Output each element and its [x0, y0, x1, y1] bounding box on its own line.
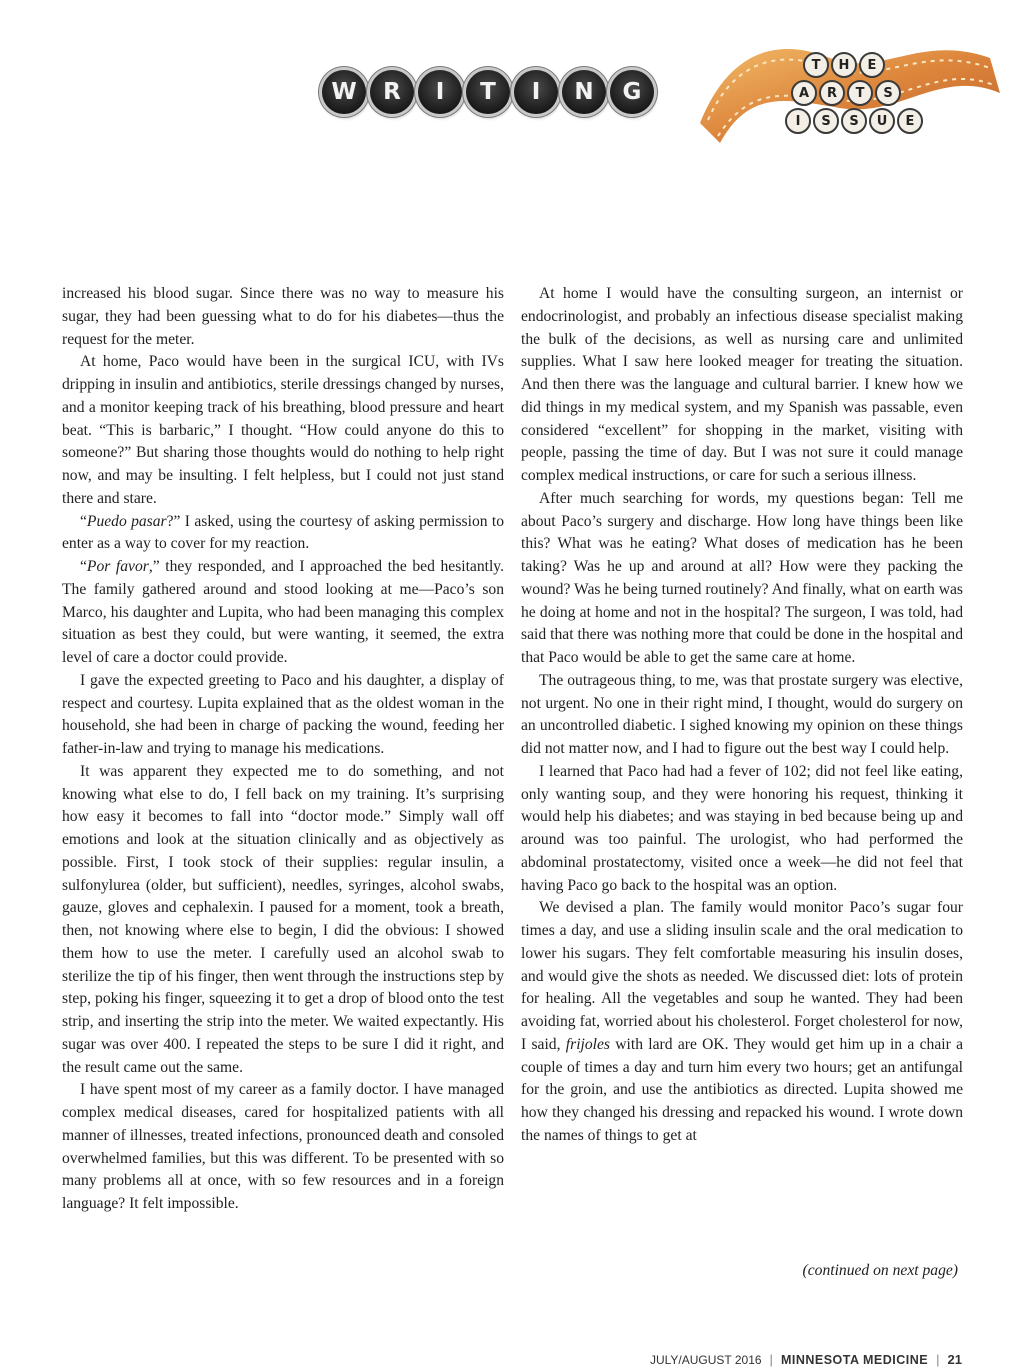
paragraph-text: increased his blood sugar. Since there was no way to measure his sugar, they had been guessing what to do for his diabetes—thus the request for the meter. — [62, 285, 504, 348]
magazine-name: MINNESOTA MEDICINE — [780, 1352, 929, 1367]
page-number: 21 — [947, 1352, 962, 1367]
typewriter-key: R — [370, 70, 414, 114]
paragraph — [62, 283, 504, 351]
paragraph — [521, 670, 963, 761]
typewriter-key: I — [418, 70, 462, 114]
paragraph — [62, 556, 504, 670]
small-typewriter-key: S — [875, 80, 901, 106]
paragraph-text: It was apparent they expected me to do something, and not knowing what else to do, I fell back on my training. It’s surprising how easy it becomes to fall into “doctor mode.” Simply wall off emotions and look at the situation clinically and as objectively as possible. First, I took stock of their supplies: regular insulin, a sulfonylurea (older, but sufficient), needles, syringes, alcohol swabs, gauze, gloves and cephalexin. I paused for a moment, took a breath, then, not knowing where else to begin, I did the obvious: I showed them how to use the meter. I carefully used an alcohol swab to sterilize the tip of his finger, then went through the instructions step by step, poking his finger, squeezing it to get a drop of blood onto the test strip, and inserting the strip into the meter. We waited expectantly. His sugar was over 400. I repeated the steps to be sure I did it right, and the result came out the same. — [62, 762, 504, 1076]
arts-issue-row — [803, 52, 923, 78]
page-header — [0, 0, 1024, 160]
small-typewriter-key: A — [791, 80, 817, 106]
small-typewriter-key: U — [869, 108, 895, 134]
paragraph — [62, 1079, 504, 1216]
typewriter-key: N — [562, 70, 606, 114]
italic-phrase: Por favor — [86, 558, 149, 575]
continued-note: (continued on next page) — [802, 1262, 958, 1279]
small-typewriter-key: T — [847, 80, 873, 106]
italic-phrase: frijoles — [565, 1035, 610, 1053]
paragraph-text: I gave the expected greeting to Paco and his daughter, a display of respect and courtesy. Lupita explained that as the oldest woman in the household, she had been in charge of packing the wound, feeding her father-in-law and trying to manage his medications. — [62, 671, 504, 757]
typewriter-key: T — [466, 70, 510, 114]
paragraph-text: We devised a plan. The family would monitor Paco’s sugar four times a day, and use a sliding insulin scale and the oral medication to lower his sugars. They felt comfortable measuring his insulin doses, and would give the shots as needed. We discussed diet: lots of protein for healing. All the vegetables and soup he wanted. They had been avoiding fat, worried about his cholesterol. Forget cholesterol for now, I said, — [521, 899, 963, 1053]
left-column — [62, 283, 504, 1216]
paragraph — [62, 351, 504, 510]
small-typewriter-key: H — [831, 52, 857, 78]
arts-issue-row — [785, 108, 923, 134]
right-column — [521, 283, 963, 1148]
typewriter-key: W — [322, 70, 366, 114]
writing-title — [322, 70, 654, 114]
paragraph-text: At home I would have the consulting surgeon, an internist or endocrinologist, and probably an infectious disease specialist making the bulk of the decisions, as well as nursing care and unlimited supplies. What I saw here looked meager for treating the situation. And then there was the language and cultural barrier. I knew how we did things in my medical system, and my Spanish was passable, even considered “excellent” for shopping in the market, visiting with people, passing the time of day. But I was not sure it could manage complex medical instructions, or care for such a serious illness. — [521, 285, 963, 484]
paragraph-text: I learned that Paco had had a fever of 102; did not feel like eating, only wanting soup, and they were honoring his request, thinking it would help his diabetes; and was staying in bed because being up and around was too painful. The urologist, who had performed the abdominal prostatectomy, visited once a week—he did not feel that having Paco go back to the hospital was an option. — [521, 762, 963, 894]
page-footer — [650, 1352, 962, 1367]
footer-divider: | — [769, 1352, 773, 1367]
arts-issue-badge — [785, 52, 923, 136]
paragraph — [62, 511, 504, 557]
paragraph — [521, 283, 963, 488]
paragraph — [521, 488, 963, 670]
small-typewriter-key: T — [803, 52, 829, 78]
small-typewriter-key: S — [841, 108, 867, 134]
small-typewriter-key: E — [897, 108, 923, 134]
paragraph-text: After much searching for words, my questions began: Tell me about Paco’s surgery and discharge. How long have things been like this? What was he eating? What doses of medication has he been taking? Was he up and around at all? How were they packing the wound? Was he being turned routinely? And finally, what on earth was he doing at home and not in the hospital? The surgeon, I was told, had said that there was nothing more that could be done in the hospital and that Paco would be able to get the same care at home. — [521, 489, 963, 666]
paragraph-text: The outrageous thing, to me, was that prostate surgery was elective, not urgent. No one in their right mind, I thought, would do surgery on an uncontrolled diabetic. I sighed knowing my opinion on these things did not matter now, and I had to figure out the best way I could help. — [521, 671, 963, 757]
paragraph — [62, 761, 504, 1080]
paragraph-text: I have spent most of my career as a family doctor. I have managed complex medical diseases, cared for hospitalized patients with all manner of illnesses, treated infections, pronounced death and consoled overwhelmed families, but this was different. To be presented with so many problems all at once, with so few resources and in a foreign language? It felt impossible. — [62, 1081, 504, 1212]
arts-issue-row — [791, 80, 923, 106]
issue-date: JULY/AUGUST 2016 — [649, 1352, 762, 1367]
paragraph-text: ?” I asked, using the courtesy of asking permission to enter as a way to cover for my reaction. — [62, 512, 504, 553]
typewriter-key: G — [610, 70, 654, 114]
paragraph — [521, 897, 963, 1147]
typewriter-key: I — [514, 70, 558, 114]
paragraph-open-quote: “ — [80, 512, 87, 530]
paragraph-text: At home, Paco would have been in the surgical ICU, with IVs dripping in insulin and antibiotics, sterile dressings changed by nurses, and a monitor keeping track of his breathing, blood pressure and heart beat. “This is barbaric,” I thought. “How could anyone do this to someone?” But sharing those thoughts would do nothing to help right now, and may be insulting. I felt helpless, but I could not just stand there and stare. — [62, 353, 504, 507]
paragraph-text: ,” they responded, and I approached the bed hesitantly. The family gathered around and stood looking at me—Paco’s son Marco, his daughter and Lupita, who had been managing this complex situation as best they could, but were wanting, it seemed, the extra level of care a doctor could provide. — [62, 558, 504, 666]
italic-phrase: Puedo pasar — [86, 512, 167, 530]
small-typewriter-key: E — [859, 52, 885, 78]
small-typewriter-key: I — [785, 108, 811, 134]
small-typewriter-key: S — [813, 108, 839, 134]
paragraph-open-quote: “ — [80, 558, 87, 575]
paragraph-text: with lard are OK. They would get him up in a chair a couple of times a day and turn him every two hours; get an antifungal for the groin, and use the antibiotics as directed. Lupita showed me how they changed his dressing and repacked his wound. I wrote down the names of things to get at — [521, 1035, 963, 1144]
paragraph — [521, 761, 963, 898]
footer-divider: | — [936, 1352, 940, 1367]
small-typewriter-key: R — [819, 80, 845, 106]
paragraph — [62, 670, 504, 761]
